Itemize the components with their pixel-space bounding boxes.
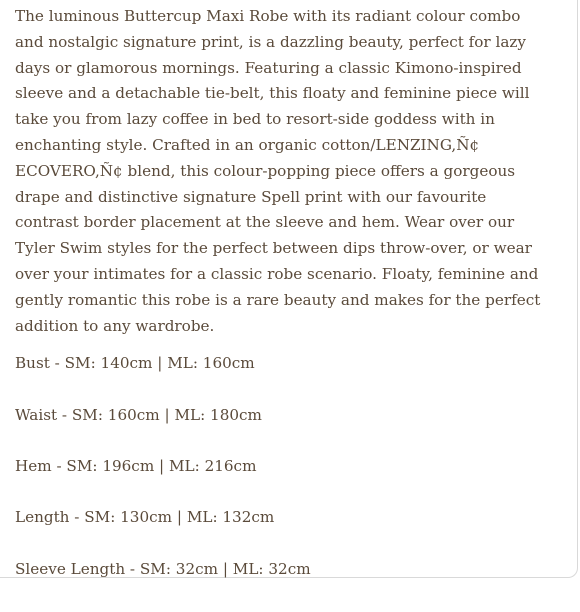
measurement-sleeve-length: Sleeve Length - SM: 32cm | ML: 32cm <box>15 559 311 578</box>
product-details-content <box>15 4 545 612</box>
measurements-list <box>15 355 545 577</box>
measurement-waist: Waist - SM: 160cm | ML: 180cm <box>15 405 262 424</box>
measurement-length: Length - SM: 130cm | ML: 132cm <box>15 508 275 527</box>
measurement-bust: Bust - SM: 140cm | ML: 160cm <box>15 354 255 373</box>
product-description: The luminous Buttercup Maxi Robe with its radiant colour combo and nostalgic signature print, is a dazzling beauty, perfect for lazy days or glamorous mornings. Featuring a classic Kimono-inspired sleeve and a detachable tie-belt, this floaty and feminine piece will take you from lazy coffee in bed to resort-side goddess with in enchanting style. Crafted in an organic cotton/LENZING,Ñ¢ ECOVERO,Ñ¢ blend, this colour-popping piece offers a gorgeous drape and distinctive signature Spell print with our favourite contrast border placement at the sleeve and hem. Wear over our Tyler Swim styles for the perfect between dips throw-over, or wear over your intimates for a classic robe scenario. Floaty, feminine and gently romantic this robe is a rare beauty and makes for the perfect addition to any wardrobe. <box>15 7 541 335</box>
measurement-hem: Hem - SM: 196cm | ML: 216cm <box>15 456 257 475</box>
